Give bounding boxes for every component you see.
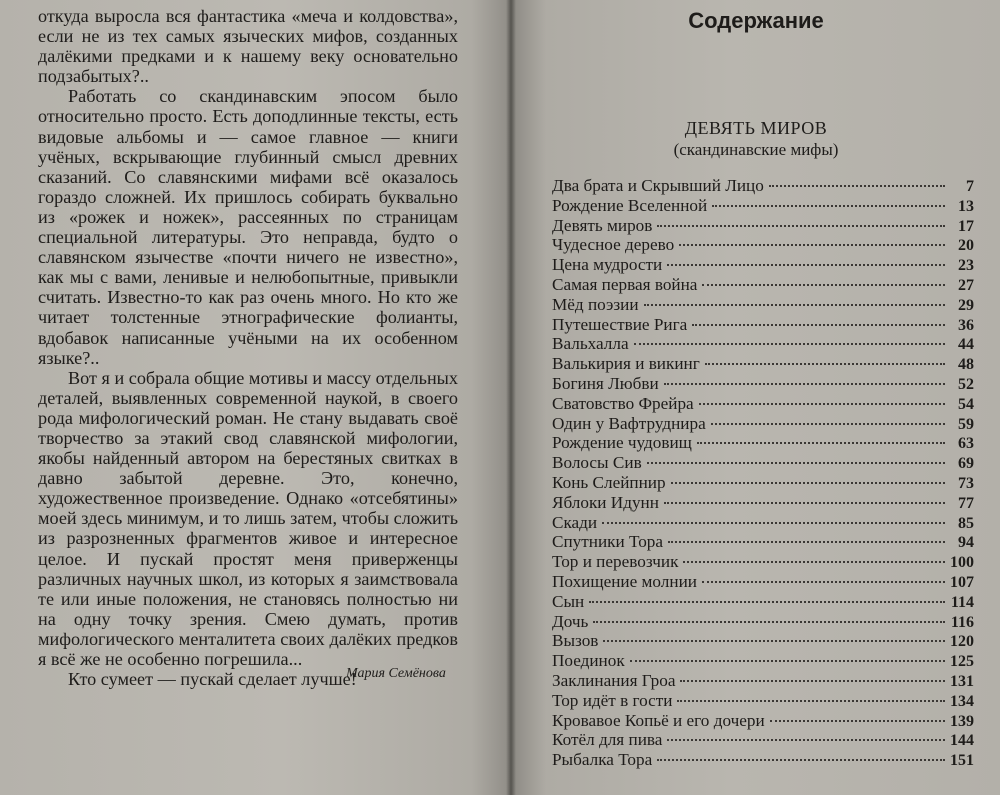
toc-entry [552,711,974,731]
toc-entry-page: 69 [958,455,974,473]
paragraph: Работать со скандинавским эпосом было относительно просто. Есть доподлинные тексты, есть видовые альбомы и — самое главное — книги учёных, вскрывающие глубинный смысл древних сказаний. Со славянскими мифами всё оказалось гораздо сложней. Их пришлось собирать буквально из «рожек и ножек», рассеянных по страницам специальной литературы. Это неправда, будто о славянском язычестве «почти ничего не известно», как мы с вами, ленивые и нелюбопытные, привыкли считать. Известно-то как раз очень много. Но кто же читает толстенные этнографические фолианты, вдобавок написанные учёными на их особенном языке?.. [38,86,458,368]
toc-heading: Содержание [688,8,824,33]
toc-entry-page: 85 [958,514,974,532]
toc-entry-page: 94 [958,534,974,552]
toc-entry-page: 36 [958,316,974,334]
toc-entry-title: Цена мудрости [552,255,663,275]
toc-entry-title: Скади [552,512,598,532]
dot-leader [770,720,945,722]
dot-leader [712,205,945,207]
toc-entry [552,473,974,493]
dot-leader [589,601,945,603]
toc-entry [552,513,974,533]
dot-leader [664,383,945,385]
toc-entry-page: 44 [958,336,974,354]
dot-leader [644,304,945,306]
toc-entry-title: Два брата и Скрывший Лицо [552,176,764,195]
toc-entry-page: 77 [958,494,974,512]
dot-leader [668,541,945,543]
dot-leader [657,225,945,227]
dot-leader [705,363,945,365]
toc-entry-page: 134 [950,692,974,710]
toc-entry-title: Рождение Вселенной [552,195,708,215]
toc-entry-page: 29 [958,296,974,314]
toc-entry-page: 59 [958,415,974,433]
toc-entry [552,334,974,354]
toc-entry [552,651,974,671]
toc-entry-title: Чудесное дерево [552,235,675,255]
paragraph: Вот я и собрала общие мотивы и массу отдельных деталей, выявленных современной наукой, в своего рода мифологический роман. Не стану выдавать своё творчество за этакий свод славянской мифологии, якобы найденный автором на берестяных свитках в давно забытой деревне. Это, конечно, художественное произведение. Однако «отсебятины» моей здесь минимум, и то лишь затем, чтобы сложить из разрозненных фрагментов живое и интересное целое. И пускай простят меня приверженцы различных научных школ, из которых я заимствовала те или иные положения, не становясь полностью ни на одну точку зрения. Смею думать, против мифологического менталитета своих далёких предков я всё же не особенно погрешила... [38,367,458,669]
toc-entry [552,532,974,552]
toc-entry [552,612,974,632]
toc-entry-title: Кровавое Копьё и его дочери [552,710,765,730]
toc-entry-title: Девять миров [552,215,653,235]
section-subtitle: (скандинавские мифы) [673,140,839,159]
dot-leader [769,185,945,187]
dot-leader [657,759,945,761]
toc-entry [552,275,974,295]
toc-entry-page: 151 [950,752,974,770]
toc-entry-page: 23 [958,257,974,275]
toc-entry [552,572,974,592]
toc-entry-page: 107 [950,573,974,591]
author-signature: Мария Семёнова [346,666,446,681]
toc-entry [552,592,974,612]
toc-entry-page: 54 [958,395,974,413]
toc-entry [552,295,974,315]
toc-entry-page: 52 [958,375,974,393]
toc-entry-title: Богиня Любви [552,373,659,393]
dot-leader [677,700,945,702]
toc-entry [552,196,974,216]
dot-leader [647,462,945,464]
dot-leader [603,640,945,642]
toc-entry [552,394,974,414]
dot-leader [702,284,945,286]
toc-list [552,176,974,770]
toc-entry [552,552,974,572]
toc-entry-page: 17 [958,217,974,235]
dot-leader [683,561,945,563]
toc-entry-title: Вызов [552,631,599,651]
toc-entry-title: Сватовство Фрейра [552,393,694,413]
toc-entry [552,354,974,374]
toc-entry-page: 48 [958,356,974,374]
toc-entry-page: 27 [958,276,974,294]
toc-entry [552,730,974,750]
toc-entry-page: 100 [950,554,974,572]
toc-entry-title: Путешествие Рига [552,314,688,334]
toc-entry [552,750,974,770]
toc-entry [552,374,974,394]
toc-entry [552,433,974,453]
toc-entry-title: Мёд поэзии [552,294,639,314]
toc-entry [552,493,974,513]
toc-entry [552,691,974,711]
section-title: ДЕВЯТЬ МИРОВ [684,118,828,138]
toc-entry-title: Заклинания Гроа [552,670,676,690]
toc-entry-title: Тор идёт в гости [552,690,673,710]
toc-entry-title: Рождение чудовищ [552,433,692,453]
toc-entry-title: Поединок [552,651,625,671]
toc-entry-page: 7 [966,178,974,195]
dot-leader [671,482,945,484]
dot-leader [630,660,945,662]
toc-entry-title: Вальхалла [552,334,629,354]
dot-leader [711,423,945,425]
toc-entry-title: Валькирия и викинг [552,354,700,374]
toc-entry-page: 120 [950,633,974,651]
toc-entry-title: Дочь [552,611,589,631]
afterword-text [38,6,458,689]
dot-leader [664,502,945,504]
toc-entry-page: 131 [950,672,974,690]
toc-entry-title: Спутники Тора [552,532,664,552]
toc-entry [552,315,974,335]
toc-entry-page: 125 [950,653,974,671]
toc-entry-title: Волосы Сив [552,453,642,473]
dot-leader [667,264,945,266]
dot-leader [697,442,945,444]
toc-entry [552,176,974,196]
toc-entry-title: Один у Вафтруднира [552,413,706,433]
toc-entry-page: 144 [950,732,974,750]
toc-entry-page: 13 [958,197,974,215]
toc-entry-page: 116 [950,613,974,631]
toc-entry-page: 114 [950,593,974,611]
dot-leader [680,680,945,682]
toc-entry-page: 63 [958,435,974,453]
toc-entry [552,453,974,473]
toc-entry [552,216,974,236]
toc-entry [552,671,974,691]
toc-entry [552,235,974,255]
dot-leader [634,343,945,345]
paragraph: откуда выросла вся фантастика «меча и колдовства», если не из тех самых языческих мифов, созданных далёкими предками и к нашему веку основательно подзабытых?.. [38,6,458,87]
dot-leader [593,621,945,623]
dot-leader [699,403,945,405]
paragraph: Кто сумеет — пускай сделает лучше! [68,669,357,690]
toc-entry-title: Рыбалка Тора [552,750,653,770]
toc-entry [552,255,974,275]
toc-entry-title: Котёл для пива [552,730,663,750]
toc-entry-title: Тор и перевозчик [552,552,679,572]
toc-entry-title: Яблоки Идунн [552,492,659,512]
toc-entry [552,414,974,434]
toc-entry-title: Самая первая война [552,274,698,294]
dot-leader [692,324,945,326]
toc-entry [552,631,974,651]
dot-leader [667,739,945,741]
toc-entry-page: 139 [950,712,974,730]
toc-entry-title: Конь Слейпнир [552,472,666,492]
toc-entry-page: 20 [958,237,974,255]
toc-entry-title: Сын [552,591,585,611]
dot-leader [702,581,945,583]
dot-leader [602,522,945,524]
toc-entry-title: Похищение молнии [552,571,697,591]
toc-entry-page: 73 [958,474,974,492]
dot-leader [679,244,945,246]
